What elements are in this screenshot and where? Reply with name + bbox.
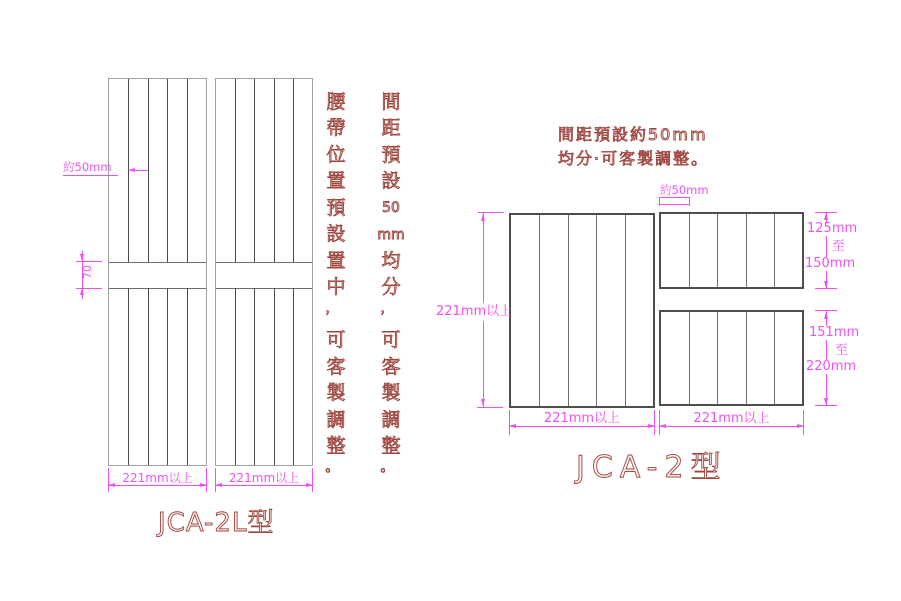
note-char: 置 — [326, 249, 346, 272]
note-char: 中 — [326, 276, 346, 299]
slat-line — [274, 288, 275, 465]
jca2-upper-right-panel — [659, 212, 804, 289]
note-char: 帶 — [326, 117, 346, 140]
lower-height-min: 151mm — [809, 325, 860, 340]
model-title-jca2l: JCA-2L型 — [158, 508, 275, 538]
extension-line — [815, 288, 837, 289]
note-char: 均 — [381, 249, 401, 272]
note-char: 可 — [381, 329, 401, 352]
dimension-line — [659, 204, 690, 205]
slat-line — [746, 312, 747, 404]
note-char: 調 — [381, 408, 401, 431]
note-char: 置 — [326, 170, 346, 193]
arrow-up-icon — [824, 312, 828, 319]
arrow-down-icon — [481, 399, 485, 406]
slat-line — [625, 215, 626, 406]
jca2-lower-right-panel — [659, 310, 804, 406]
note-char: 客 — [381, 355, 401, 378]
jca2l-panel-a — [108, 78, 207, 466]
model-title-jca2: JCA-2型 — [576, 450, 728, 485]
slat-line — [235, 79, 236, 262]
note-char: 可 — [326, 329, 346, 352]
extension-line — [478, 212, 504, 213]
note-char: 間 — [381, 90, 401, 113]
note-char: ， — [380, 300, 394, 316]
note-char: 位 — [326, 143, 346, 166]
slat-line — [746, 214, 747, 287]
lower-height-max: 220mm — [806, 359, 857, 374]
note-char: 調 — [326, 408, 346, 431]
note-char: 製 — [326, 382, 346, 405]
arrow-up-icon — [80, 288, 84, 295]
extension-line — [815, 405, 837, 406]
note-char: 。 — [325, 459, 339, 475]
jca2l-panel-b — [215, 78, 313, 466]
label-underline — [63, 175, 118, 176]
waist-band-bottom-line — [216, 288, 312, 289]
note-char: 設 — [326, 223, 346, 246]
slat-line — [717, 312, 718, 404]
note-char: 腰 — [326, 90, 346, 113]
note-char: 預 — [381, 143, 401, 166]
lower-height-to: 至 — [835, 343, 849, 358]
note-char: 整 — [326, 435, 346, 458]
waist-band-top-line — [216, 262, 312, 263]
note-char: 客 — [326, 355, 346, 378]
extension-line — [477, 407, 503, 408]
slat-line — [539, 215, 540, 406]
extension-line — [76, 261, 102, 262]
dimension-line — [483, 321, 484, 408]
waist-band-bottom-line — [109, 288, 206, 289]
arrow-up-icon — [824, 213, 828, 220]
panel-a-width-label: 221mm以上 — [122, 471, 193, 485]
slat-line — [689, 214, 690, 287]
note-waist-column — [326, 89, 346, 487]
upper-height-max: 150mm — [805, 256, 856, 271]
slat-line — [128, 288, 129, 465]
upper-height-to: 至 — [832, 239, 846, 254]
note-char: 距 — [381, 117, 401, 140]
note-char: 分 — [381, 276, 401, 299]
slat-line — [254, 79, 255, 262]
note-char: 50 — [382, 200, 400, 217]
note-char: 預 — [326, 196, 346, 219]
slat-line — [187, 79, 188, 262]
arrow-down-icon — [824, 281, 828, 288]
jca2-header-line2: 均分·可客製調整。 — [558, 149, 710, 168]
slat-line — [167, 288, 168, 465]
slat-line — [187, 288, 188, 465]
slat-line — [596, 215, 597, 406]
slat-line — [293, 79, 294, 262]
slat-line — [167, 79, 168, 262]
jca2-header-line1: 間距預設約50mm — [558, 125, 708, 144]
slat-line — [293, 288, 294, 465]
label-underline — [659, 197, 690, 198]
slat-line — [148, 288, 149, 465]
note-char: mm — [377, 226, 405, 243]
arrow-down-icon — [80, 254, 84, 261]
jca2-left-panel — [509, 213, 655, 408]
note-char: ， — [325, 300, 339, 316]
slat-line — [274, 79, 275, 262]
dimension-line — [483, 213, 484, 303]
note-char: 製 — [381, 382, 401, 405]
arrow-left-icon — [128, 168, 135, 172]
slat-line — [689, 312, 690, 404]
arrow-down-icon — [824, 398, 828, 405]
slat-line — [717, 214, 718, 287]
slat-spacing-label: 約50mm — [660, 183, 709, 197]
slat-line — [774, 312, 775, 404]
note-char: 。 — [380, 459, 394, 475]
panel-left-width-label: 221mm以上 — [543, 411, 621, 426]
slat-line — [568, 215, 569, 406]
note-char: 設 — [381, 170, 401, 193]
panel-right-width-label: 221mm以上 — [693, 411, 770, 426]
upper-height-min: 125mm — [807, 221, 858, 236]
waist-band-top-line — [109, 262, 206, 263]
band-height-label: 70 — [80, 265, 94, 280]
slat-line — [235, 288, 236, 465]
note-spacing-column — [377, 89, 405, 487]
note-char: 整 — [381, 435, 401, 458]
slat-line — [254, 288, 255, 465]
slat-line — [774, 214, 775, 287]
arrow-up-icon — [481, 214, 485, 221]
panel-b-width-label: 221mm以上 — [228, 471, 300, 485]
slat-spacing-label: 約50mm — [63, 160, 112, 174]
height-label: 221mm以上 — [436, 304, 513, 319]
